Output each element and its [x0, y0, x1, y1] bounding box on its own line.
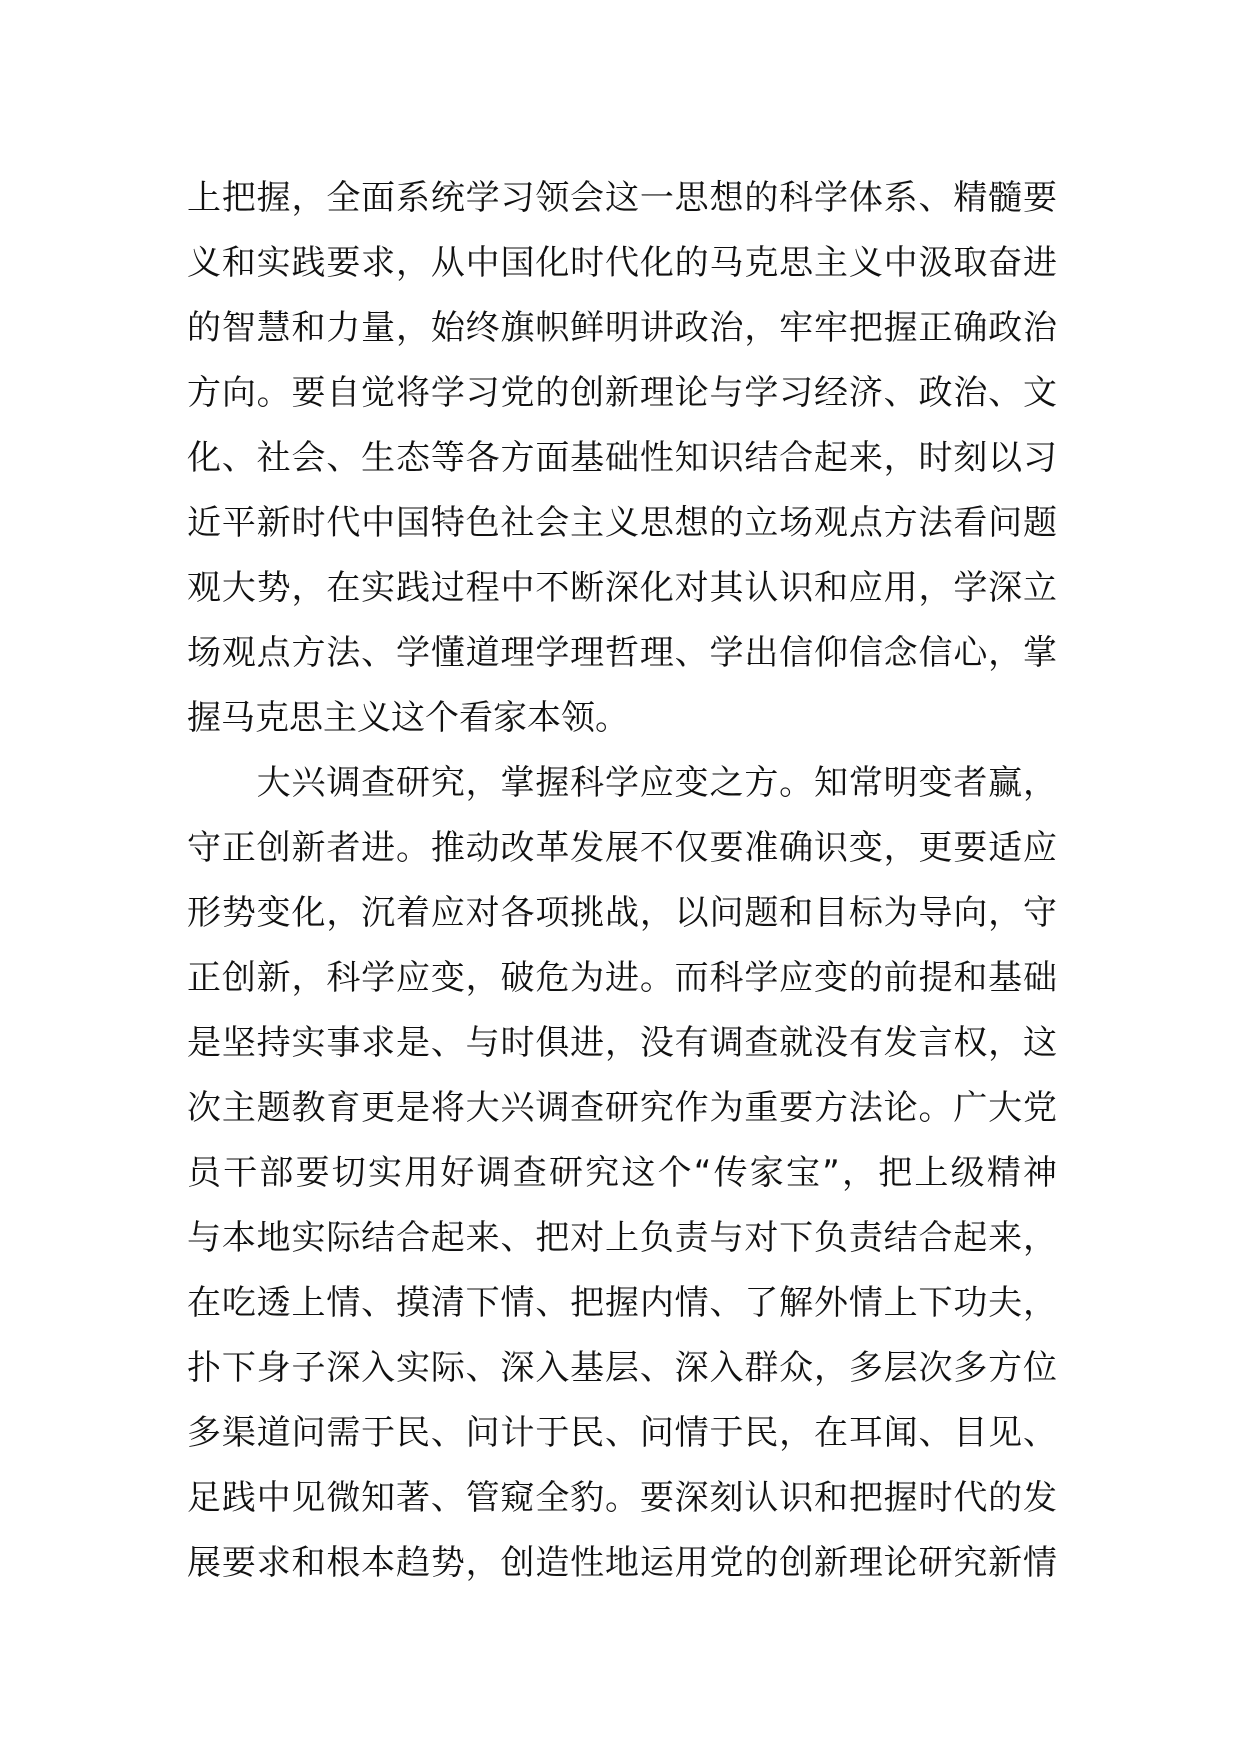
text-line: 义和实践要求，从中国化时代化的马克思主义中汲取奋进 — [187, 243, 1057, 283]
text-line: 方向。要自觉将学习党的创新理论与学习经济、政治、文 — [187, 373, 1057, 413]
text-line: 上把握，全面系统学习领会这一思想的科学体系、精髓要 — [187, 178, 1057, 218]
text-line: 扑下身子深入实际、深入基层、深入群众，多层次多方位 — [187, 1348, 1057, 1388]
body-text — [187, 166, 1057, 1596]
text-line: 是坚持实事求是、与时俱进，没有调查就没有发言权，这 — [187, 1023, 1057, 1063]
text-line: 观大势，在实践过程中不断深化对其认识和应用，学深立 — [187, 568, 1057, 608]
paragraph-1 — [187, 166, 1057, 751]
text-line: 的智慧和力量，始终旗帜鲜明讲政治，牢牢把握正确政治 — [187, 308, 1057, 348]
text-line: 在吃透上情、摸清下情、把握内情、了解外情上下功夫， — [187, 1283, 1057, 1323]
text-line: 次主题教育更是将大兴调查研究作为重要方法论。广大党 — [187, 1088, 1057, 1128]
text-line: 正创新，科学应变，破危为进。而科学应变的前提和基础 — [187, 958, 1057, 998]
text-line: 与本地实际结合起来、把对上负责与对下负责结合起来， — [187, 1218, 1057, 1258]
text-line: 足践中见微知著、管窥全豹。要深刻认识和把握时代的发 — [187, 1478, 1057, 1518]
text-line: 多渠道问需于民、问计于民、问情于民，在耳闻、目见、 — [187, 1413, 1057, 1453]
text-line: 员干部要切实用好调查研究这个“传家宝”，把上级精神 — [187, 1153, 1057, 1193]
paragraph-2 — [187, 751, 1057, 1596]
text-line: 化、社会、生态等各方面基础性知识结合起来，时刻以习 — [187, 438, 1057, 478]
text-line: 形势变化，沉着应对各项挑战，以问题和目标为导向，守 — [187, 893, 1057, 933]
text-line: 展要求和根本趋势，创造性地运用党的创新理论研究新情 — [187, 1543, 1057, 1583]
text-line: 守正创新者进。推动改革发展不仅要准确识变，更要适应 — [187, 828, 1057, 868]
text-line: 场观点方法、学懂道理学理哲理、学出信仰信念信心，掌 — [187, 633, 1057, 673]
text-line: 握马克思主义这个看家本领。 — [187, 698, 629, 738]
text-line: 近平新时代中国特色社会主义思想的立场观点方法看问题 — [187, 503, 1057, 543]
text-line: 大兴调查研究，掌握科学应变之方。知常明变者赢， — [187, 763, 1057, 803]
